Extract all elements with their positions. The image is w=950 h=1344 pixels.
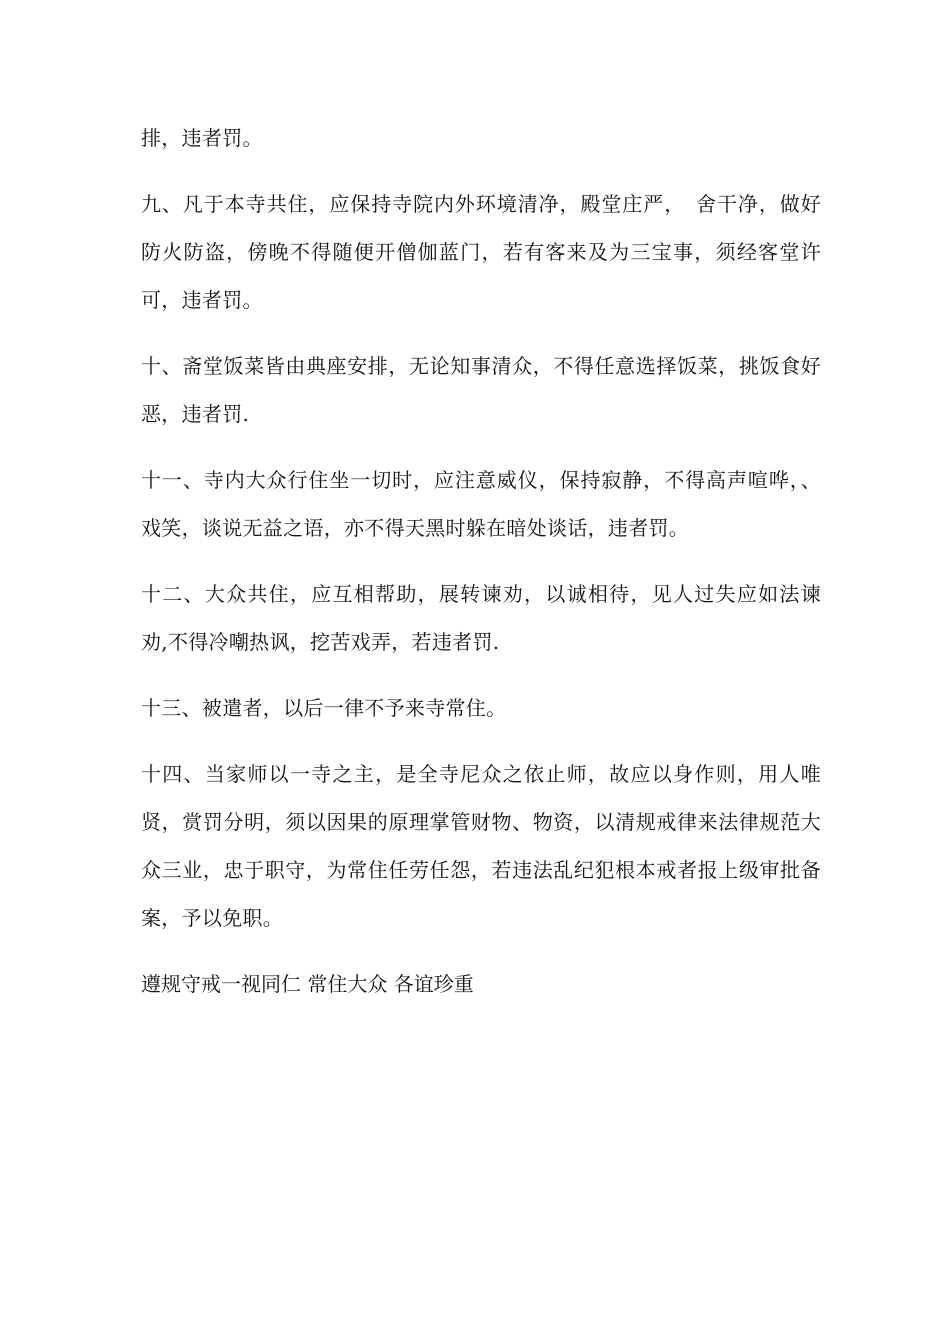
text-line: 恶，违者罚.: [141, 402, 250, 426]
text-line: 戏笑，谈说无益之语，亦不得天黑时躲在暗处谈话，违者罚。: [141, 516, 690, 540]
paragraph-continuation: [141, 114, 821, 162]
text-line: 贤，赏罚分明，须以因果的原理掌管财物、物资，以清规戒律来法律规范大: [141, 810, 821, 834]
text-line: 十四、当家师以一寺之主，是全寺尼众之依止师，故应以身作则，用人唯: [141, 762, 821, 786]
text-line: 十一、寺内大众行住坐一切时，应注意威仪，保持寂静，不得高声喧哗，、: [141, 468, 821, 492]
text-line: 排，违者罚。: [141, 126, 263, 150]
text-line: 十、斋堂饭菜皆由典座安排，无论知事清众，不得任意选择饭菜，挑饭食好: [141, 354, 821, 378]
text-line: 劝,不得冷嘲热讽，挖苦戏弄，若违者罚.: [141, 630, 500, 654]
document-body: [141, 114, 821, 1008]
text-line: 防火防盗，傍晚不得随便开僧伽蓝门，若有客来及为三宝事，须经客堂许: [141, 240, 821, 264]
paragraph-rule-9: [141, 180, 821, 324]
paragraph-rule-14: [141, 750, 821, 942]
text-line: 众三业，忠于职守，为常住任劳任怨，若违法乱纪犯根本戒者报上级审批备: [141, 858, 821, 882]
text-line: 十二、大众共住，应互相帮助，展转谏劝，以诚相待，见人过失应如法谏: [141, 582, 821, 606]
text-line: 可，违者罚。: [141, 288, 263, 312]
text-line: 案，予以免职。: [141, 906, 284, 930]
text-line: 十三、被遣者，以后一律不予来寺常住。: [141, 696, 507, 720]
closing-motto: 遵规守戒一视同仁 常住大众 各谊珍重: [141, 972, 474, 996]
paragraph-rule-12: [141, 570, 821, 666]
paragraph-rule-11: [141, 456, 821, 552]
paragraph-rule-13: [141, 684, 821, 732]
paragraph-rule-10: [141, 342, 821, 438]
text-line: 九、凡于本寺共住，应保持寺院内外环境清净，殿堂庄严， 舍干净，做好: [141, 192, 821, 216]
